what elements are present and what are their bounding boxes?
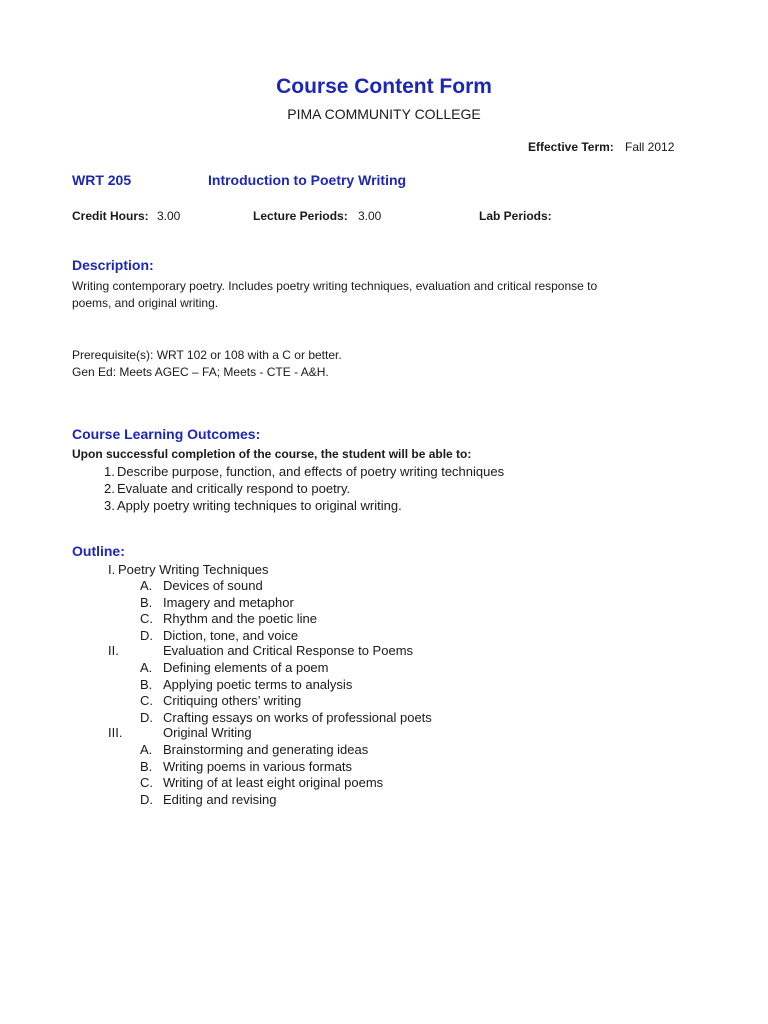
outline-item: Editing and revising — [163, 792, 277, 807]
outline-item-letter: A. — [140, 578, 153, 593]
outline-section-title: Poetry Writing Techniques — [118, 562, 269, 577]
outline-section-numeral: II. — [108, 643, 119, 658]
outline-section-title: Evaluation and Critical Response to Poems — [163, 643, 414, 658]
course-code: WRT 205 — [72, 172, 132, 188]
course-name: Introduction to Poetry Writing — [208, 172, 407, 188]
page-title: Course Content Form — [276, 75, 492, 98]
outline-item-letter: D. — [140, 792, 153, 807]
outline-heading: Outline: — [72, 543, 125, 559]
description-text: Writing contemporary poetry. Includes poetry writing techniques, evaluation and critical response to poems, and original writing. — [72, 279, 598, 310]
outcome-number: 1. — [104, 464, 115, 479]
outline-section-numeral: I. — [108, 562, 116, 577]
outline-item: Writing of at least eight original poems — [163, 775, 384, 790]
outline-item-letter: B. — [140, 677, 153, 692]
outline-item: Crafting essays on works of professional poets — [163, 710, 432, 725]
lecture-periods-label: Lecture Periods: — [253, 209, 348, 223]
outcome-item: Describe purpose, function, and effects of poetry writing techniques — [117, 464, 505, 479]
outline-item-letter: C. — [140, 693, 153, 708]
outcomes-heading: Course Learning Outcomes: — [72, 426, 261, 442]
credit-hours-value: 3.00 — [157, 209, 181, 223]
outcome-item: Evaluate and critically respond to poetry. — [117, 481, 351, 496]
outline-item: Critiquing others’ writing — [163, 693, 302, 708]
outcome-number: 2. — [104, 481, 115, 496]
outline-item-letter: A. — [140, 742, 153, 757]
outcome-item: Apply poetry writing techniques to original writing. — [117, 498, 402, 513]
credit-hours-label: Credit Hours: — [72, 209, 149, 223]
outline-item-letter: C. — [140, 775, 153, 790]
outline-section-title: Original Writing — [163, 725, 252, 740]
outcomes-intro: Upon successful completion of the course, the student will be able to: — [72, 447, 472, 461]
effective-term-label: Effective Term: — [528, 140, 614, 154]
outline-item: Devices of sound — [163, 578, 263, 593]
outline-item: Writing poems in various formats — [163, 759, 353, 774]
outline-section-numeral: III. — [108, 725, 123, 740]
outline-item: Brainstorming and generating ideas — [163, 742, 369, 757]
outline-item: Rhythm and the poetic line — [163, 611, 317, 626]
effective-term-value: Fall 2012 — [625, 140, 675, 154]
lecture-periods-value: 3.00 — [358, 209, 382, 223]
lab-periods-label: Lab Periods: — [479, 209, 552, 223]
college-name: PIMA COMMUNITY COLLEGE — [287, 106, 481, 122]
outline-item: Applying poetic terms to analysis — [163, 677, 353, 692]
outcome-number: 3. — [104, 498, 115, 513]
gen-ed-text: Gen Ed: Meets AGEC – FA; Meets - CTE - A&H. — [72, 365, 329, 379]
description-heading: Description: — [72, 257, 154, 273]
outline-item-letter: C. — [140, 611, 153, 626]
outline-item: Imagery and metaphor — [163, 595, 294, 610]
outline-item-letter: D. — [140, 628, 153, 643]
prerequisite-text: Prerequisite(s): WRT 102 or 108 with a C or better. — [72, 348, 342, 362]
outline-item: Diction, tone, and voice — [163, 628, 299, 643]
outline-item: Defining elements of a poem — [163, 660, 329, 675]
outline-item-letter: A. — [140, 660, 153, 675]
outline-item-letter: B. — [140, 759, 153, 774]
outline-item-letter: D. — [140, 710, 153, 725]
outline-item-letter: B. — [140, 595, 153, 610]
